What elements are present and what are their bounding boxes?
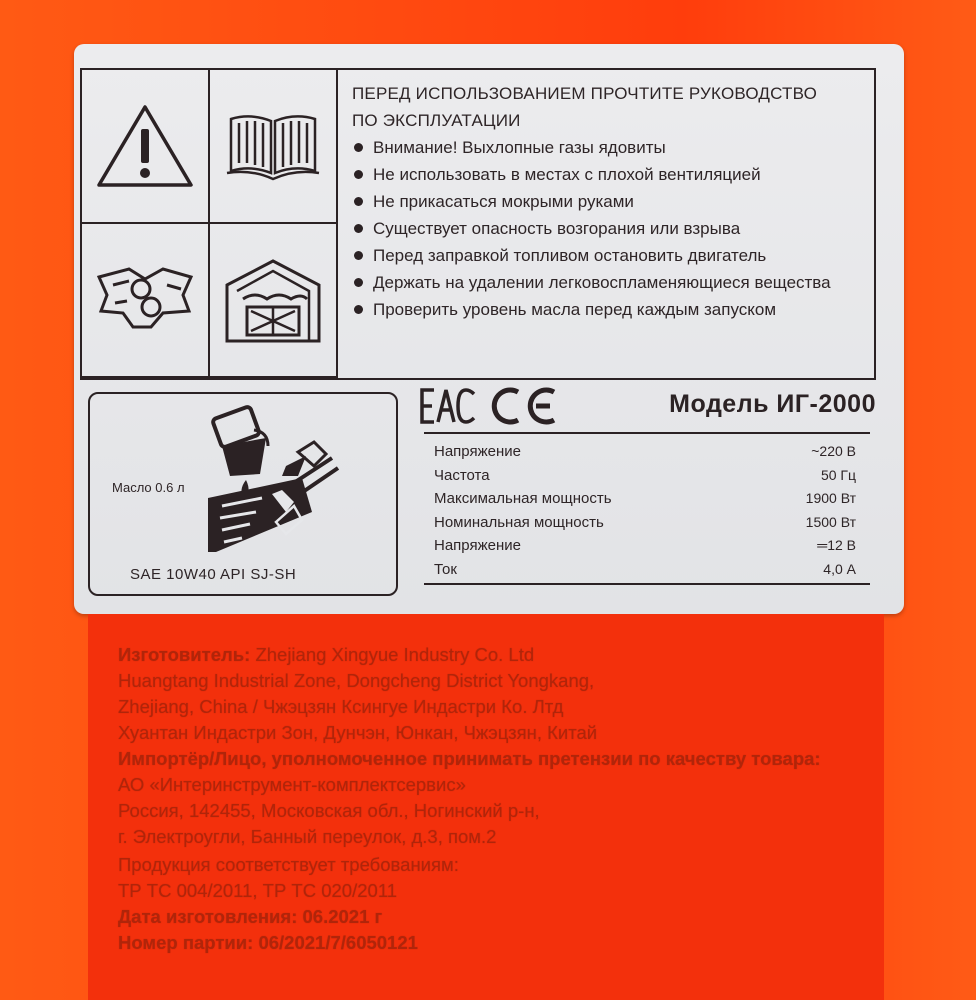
warning-item: Перед заправкой топливом остановить двигатель — [352, 242, 872, 269]
certification-row — [416, 384, 876, 428]
oil-volume: Масло 0.6 л — [112, 480, 185, 495]
spec-row: Частота 50 Гц — [434, 466, 856, 484]
warning-item: Внимание! Выхлопные газы ядовиты — [352, 134, 872, 161]
warning-title-line-1: ПЕРЕД ИСПОЛЬЗОВАНИЕМ ПРОЧТИТЕ РУКОВОДСТВО — [352, 84, 818, 103]
wet-hands-icon — [82, 224, 210, 378]
warning-text-block — [352, 80, 872, 323]
warning-title-line-2: ПО ЭКСПЛУАТАЦИИ — [352, 111, 521, 130]
manufacturer-line: Huangtang Industrial Zone, Dongcheng District Yongkang, — [118, 670, 595, 691]
spec-row: Ток 4,0 А — [434, 560, 856, 578]
warning-item: Не использовать в местах с плохой вентиляцией — [352, 161, 872, 188]
warning-item: Существует опасность возгорания или взрыва — [352, 215, 872, 242]
spec-row: Напряжение ~220 В — [434, 443, 856, 460]
warning-panel — [80, 68, 876, 380]
spec-row: Максимальная мощность 1900 Вт — [434, 490, 856, 507]
importer-line: г. Электроугли, Банный переулок, д.3, пом.2 — [118, 826, 497, 847]
warning-triangle-icon — [82, 70, 210, 224]
importer-line: АО «Интеринструмент-комплектсервис» — [118, 774, 466, 795]
oil-panel — [88, 392, 398, 596]
manual-book-icon — [210, 70, 338, 224]
oil-can-icon — [202, 402, 352, 558]
manufacturer-line: Zhejiang, China / Чжэцзян Ксингуе Индастри Ко. Лтд — [118, 696, 564, 717]
batch-number: Номер партии: 06/2021/7/6050121 — [118, 932, 418, 953]
manufacturer-line: Хуантан Индастри Зон, Дунчэн, Юнкан, Чжэцзян, Китай — [118, 722, 598, 743]
warning-item: Держать на удалении легковоспламеняющиеся вещества — [352, 269, 872, 296]
importer-heading: Импортёр/Лицо, уполномоченное принимать претензии по качеству товара: — [118, 748, 821, 769]
manufacture-date: Дата изготовления: 06.2021 г — [118, 906, 383, 927]
ce-mark-icon — [488, 384, 560, 428]
oil-spec: SAE 10W40 API SJ-SH — [130, 566, 297, 583]
warning-item: Проверить уровень масла перед каждым запуском — [352, 296, 872, 323]
compliance-line: Продукция соответствует требованиям: — [118, 854, 459, 875]
spec-row: Номинальная мощность 1500 Вт — [434, 513, 856, 531]
importer-line: Россия, 142455, Московская обл., Ногинский р-н, — [118, 800, 540, 821]
spec-table — [424, 432, 870, 585]
model-name: Модель ИГ-2000 — [669, 390, 876, 418]
eac-mark-icon — [418, 386, 478, 426]
ventilation-house-icon — [210, 224, 338, 378]
manufacturer-line: Изготовитель: Zhejiang Xingyue Industry Co. Ltd — [118, 644, 535, 665]
warning-icon-grid — [82, 70, 338, 378]
spec-row: Напряжение ═12 В — [434, 537, 856, 554]
warning-item: Не прикасаться мокрыми руками — [352, 188, 872, 215]
manufacturer-text — [118, 642, 858, 956]
compliance-line: ТР ТС 004/2011, ТР ТС 020/2011 — [118, 880, 398, 901]
